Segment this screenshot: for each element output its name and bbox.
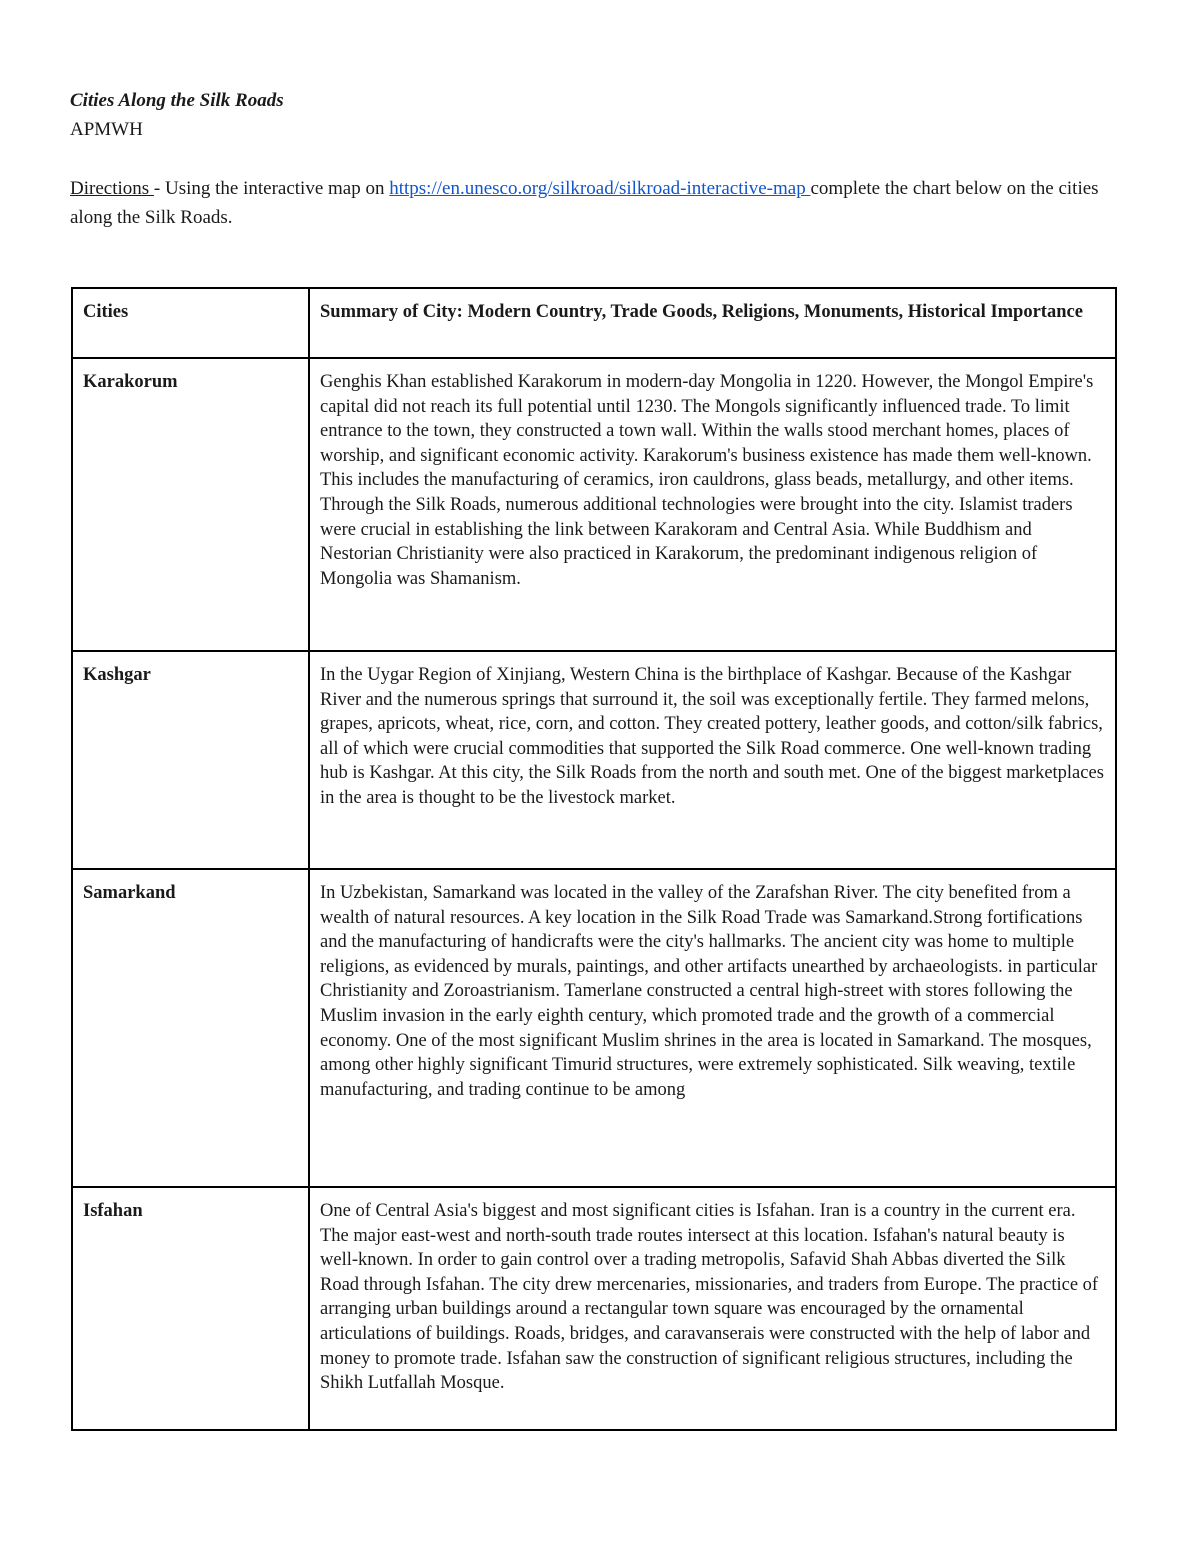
header-cities: Cities <box>72 288 309 358</box>
city-summary-cell: Genghis Khan established Karakorum in modern-day Mongolia in 1220. However, the Mongol Empire's capital did not reach its full potential until 1230. The Mongols significantly influenced trade. To limit entrance to the town, they constructed a town wall. Within the walls stood merchant homes, places of worship, and significant economic activity. Karakorum's business existence has made them well-known. This includes the manufacturing of ceramics, iron cauldrons, glass beads, metallurgy, and other items. Through the Silk Roads, numerous additional technologies were brought into the city. Islamist traders were crucial in establishing the link between Karakoram and Central Asia. While Buddhism and Nestorian Christianity were also practiced in Karakorum, the predominant indigenous religion of Mongolia was Shamanism. <box>309 358 1116 651</box>
table-header-row <box>72 288 1116 358</box>
city-name-cell: Kashgar <box>72 651 309 869</box>
city-summary-cell: In the Uygar Region of Xinjiang, Western China is the birthplace of Kashgar. Because of the Kashgar River and the numerous springs that surround it, the soil was exceptionally fertile. They farmed melons, grapes, apricots, wheat, rice, corn, and cotton. They created pottery, leather goods, and cotton/silk fabrics, all of which were crucial commodities that supported the Silk Road commerce. One well-known trading hub is Kashgar. At this city, the Silk Roads from the north and south met. One of the biggest marketplaces in the area is thought to be the livestock market. <box>309 651 1116 869</box>
city-name-cell: Isfahan <box>72 1187 309 1430</box>
course-code: APMWH <box>70 119 143 140</box>
cities-table <box>71 287 1117 1431</box>
city-name-cell: Karakorum <box>72 358 309 651</box>
table-row <box>72 651 1116 869</box>
directions-rest-text: complete the chart below on the cities along the Silk Roads. <box>70 178 1099 228</box>
city-summary-cell: One of Central Asia's biggest and most significant cities is Isfahan. Iran is a country in the current era. The major east-west and north-south trade routes intersect at this location. Isfahan's natural beauty is well-known. In order to gain control over a trading metropolis, Safavid Shah Abbas diverted the Silk Road through Isfahan. The city drew mercenaries, missionaries, and traders from Europe. The practice of arranging urban buildings around a rectangular town square was encouraged by the ornamental articulations of buildings. Roads, bridges, and caravanserais were constructed with the help of labor and money to promote trade. Isfahan saw the construction of significant religious structures, including the Shikh Lutfallah Mosque. <box>309 1187 1116 1430</box>
document-title: Cities Along the Silk Roads <box>70 90 284 111</box>
directions-paragraph <box>70 174 1140 232</box>
header-summary: Summary of City: Modern Country, Trade Goods, Religions, Monuments, Historical Importance <box>309 288 1116 358</box>
table-row <box>72 358 1116 651</box>
directions-intro-text: - Using the interactive map on <box>153 178 390 199</box>
city-name-cell: Samarkand <box>72 869 309 1187</box>
table-row <box>72 869 1116 1187</box>
city-summary-cell: In Uzbekistan, Samarkand was located in the valley of the Zarafshan River. The city benefited from a wealth of natural resources. A key location in the Silk Road Trade was Samarkand.Strong fortifications and the manufacturing of handicrafts were the city's hallmarks. The ancient city was home to multiple religions, as evidenced by murals, paintings, and other artifacts unearthed by archaeologists. in particular Christianity and Zoroastrianism. Tamerlane constructed a central high-street with stores following the Muslim invasion in the early eighth century, which promoted trade and the growth of a commercial economy. One of the most significant Muslim shrines in the area is located in Samarkand. The mosques, among other highly significant Timurid structures, were extremely sophisticated. Silk weaving, textile manufacturing, and trading continue to be among <box>309 869 1116 1187</box>
unesco-map-link[interactable]: https://en.unesco.org/silkroad/silkroad-interactive-map <box>389 178 811 199</box>
table-row <box>72 1187 1116 1430</box>
directions-label: Directions <box>70 178 154 199</box>
